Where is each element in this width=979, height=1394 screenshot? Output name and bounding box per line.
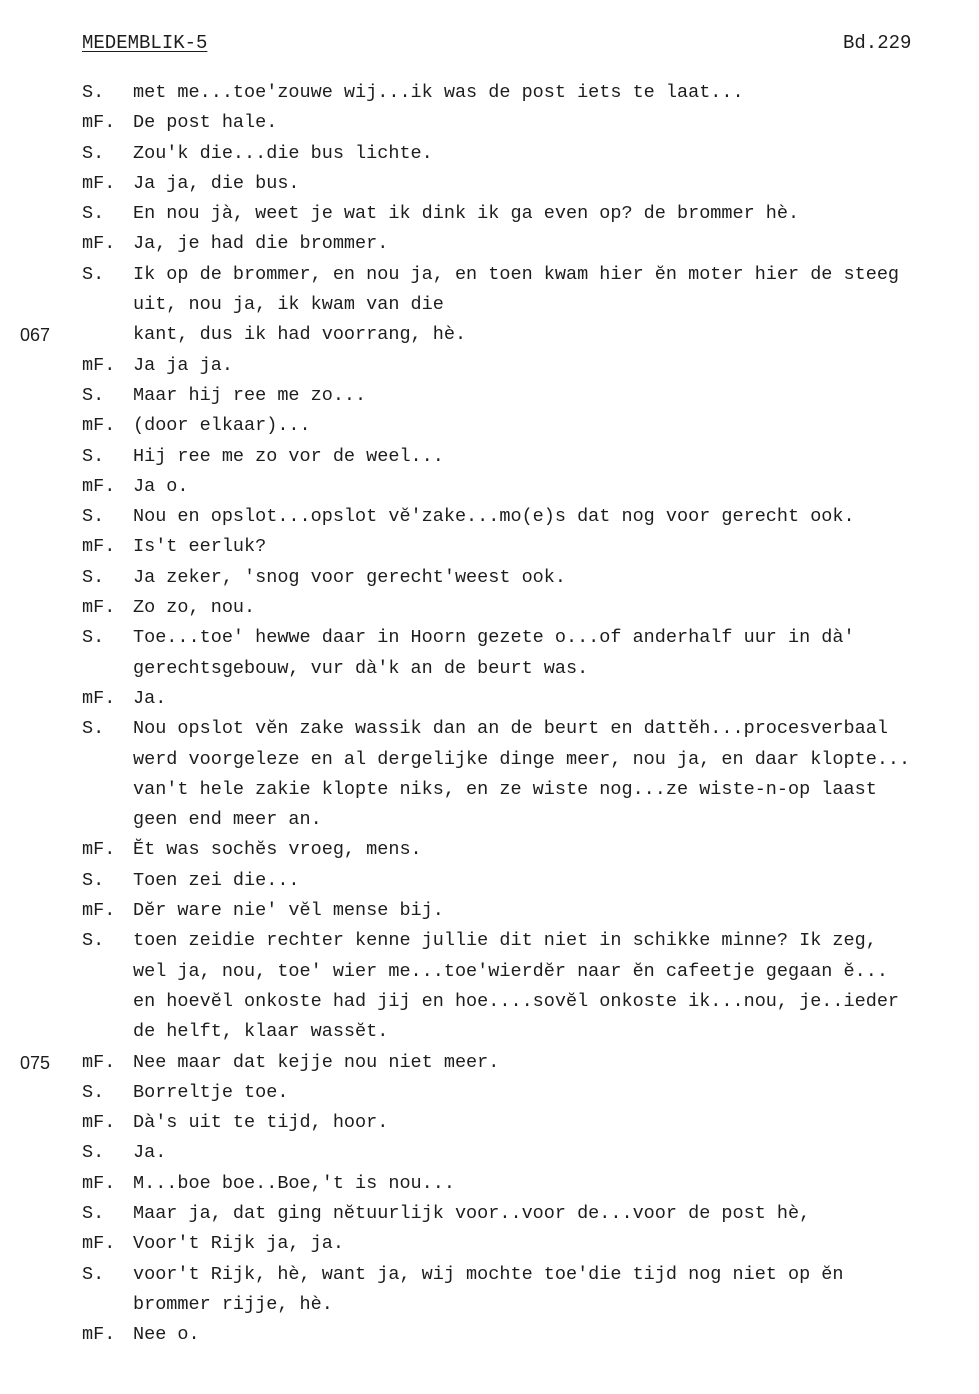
utterance-text: uit, nou ja, ik kwam van die <box>133 294 444 316</box>
utterance-text: Zou'k die...die bus lichte. <box>133 142 433 164</box>
transcript-line <box>0 229 979 259</box>
utterance-text: Toen zei die... <box>133 869 300 891</box>
transcript-line <box>0 563 979 593</box>
speaker-label: S. <box>82 1202 105 1224</box>
document-title: MEDEMBLIK-5 <box>82 32 208 54</box>
transcript-line <box>0 199 979 229</box>
speaker-label: mF. <box>82 687 116 709</box>
speaker-label: mF. <box>82 475 116 497</box>
speaker-label: mF. <box>82 172 116 194</box>
utterance-text: Ĕt was sochĕs vroeg, mens. <box>133 839 422 861</box>
utterance-text: Maar hij ree me zo... <box>133 384 367 406</box>
transcript-line <box>0 1138 979 1168</box>
utterance-text: De post hale. <box>133 112 278 134</box>
utterance-text: Is't eerluk? <box>133 536 267 558</box>
speaker-label: S. <box>82 566 105 588</box>
speaker-label: S. <box>82 506 105 528</box>
speaker-label: S. <box>82 718 105 740</box>
transcript-line <box>0 926 979 956</box>
transcript-line <box>0 714 979 744</box>
speaker-label: S. <box>82 82 105 103</box>
speaker-label: S. <box>82 930 105 952</box>
transcript-line <box>0 623 979 653</box>
transcript-line <box>0 1017 979 1047</box>
speaker-label: mF. <box>82 1324 116 1346</box>
line-number: 075 <box>20 1052 51 1073</box>
speaker-label: mF. <box>82 1112 116 1134</box>
utterance-text: Ja. <box>133 687 167 709</box>
utterance-text: Ja ja, die bus. <box>133 172 300 194</box>
transcript-line <box>0 411 979 441</box>
utterance-text: geen end meer an. <box>133 809 322 831</box>
transcript-line <box>0 1048 979 1078</box>
utterance-text: met me...toe'zouwe wij...ik was de post iets te laat... <box>133 82 744 103</box>
speaker-label: mF. <box>82 1172 116 1194</box>
utterance-text: van't hele zakie klopte niks, en ze wiste nog...ze wiste-n-op laast <box>133 778 877 800</box>
speaker-label: mF. <box>82 354 116 376</box>
utterance-text: Ja zeker, 'snog voor gerecht'weest ook. <box>133 566 566 588</box>
transcript-line <box>0 593 979 623</box>
transcript-line <box>0 381 979 411</box>
speaker-label: S. <box>82 1142 105 1164</box>
speaker-label: mF. <box>82 597 116 619</box>
utterance-text: toen zeidie rechter kenne jullie dit niet in schikke minne? Ik zeg, <box>133 930 877 952</box>
utterance-text: Voor't Rijk ja, ja. <box>133 1233 344 1255</box>
transcript-line <box>0 139 979 169</box>
speaker-label: S. <box>82 1081 105 1103</box>
transcript-line <box>0 320 979 350</box>
transcript-line <box>0 1229 979 1259</box>
utterance-text: en hoevĕl onkoste had jij en hoe....sovĕl onkoste ik...nou, je..ieder <box>133 990 900 1012</box>
utterance-text: Ja o. <box>133 475 189 497</box>
utterance-text: kant, dus ik had voorrang, hè. <box>133 324 467 346</box>
utterance-text: Zo zo, nou. <box>133 597 256 619</box>
transcript-line <box>0 684 979 714</box>
utterance-text: Hij ree me zo vor de weel... <box>133 445 444 467</box>
transcript-line <box>0 987 979 1017</box>
utterance-text: (door elkaar)... <box>133 415 311 437</box>
speaker-label: mF. <box>82 1233 116 1255</box>
utterance-text: Dĕr ware nie' vĕl mense bij. <box>133 900 444 922</box>
transcript-line <box>0 654 979 684</box>
utterance-text: brommer rijje, hè. <box>133 1293 333 1315</box>
utterance-text: de helft, klaar wassĕt. <box>133 1021 389 1043</box>
line-number: 067 <box>20 325 51 346</box>
transcript-line <box>0 745 979 775</box>
speaker-label: mF. <box>82 415 116 437</box>
speaker-label: S. <box>82 445 105 467</box>
speaker-label: S. <box>82 1263 105 1285</box>
transcript-line <box>0 1290 979 1320</box>
utterance-text: Nou opslot vĕn zake wassik dan an de beurt en dattĕh...procesverbaal <box>133 718 888 740</box>
transcript-line <box>0 835 979 865</box>
speaker-label: S. <box>82 142 105 164</box>
speaker-label: mF. <box>82 536 116 558</box>
speaker-label: mF. <box>82 233 116 255</box>
utterance-text: Toe...toe' hewwe daar in Hoorn gezete o...of anderhalf uur in dà' <box>133 627 855 649</box>
speaker-label: mF. <box>82 839 116 861</box>
speaker-label: S. <box>82 627 105 649</box>
utterance-text: Nee maar dat kejje nou niet meer. <box>133 1051 500 1073</box>
utterance-text: voor't Rijk, hè, want ja, wij mochte toe'die tijd nog niet op ĕn <box>133 1263 844 1285</box>
transcript-line <box>0 866 979 896</box>
utterance-text: Maar ja, dat ging nĕtuurlijk voor..voor de...voor de post hè, <box>133 1202 811 1224</box>
speaker-label: S. <box>82 203 105 225</box>
utterance-text: Ja. <box>133 1142 167 1164</box>
transcript-line <box>0 1320 979 1350</box>
transcript-body <box>0 78 979 1350</box>
utterance-text: Ja, je had die brommer. <box>133 233 389 255</box>
transcript-line <box>0 502 979 532</box>
transcript-line <box>0 472 979 502</box>
speaker-label: mF. <box>82 1051 116 1073</box>
transcript-line <box>0 169 979 199</box>
transcript-line <box>0 1199 979 1229</box>
transcript-line <box>0 775 979 805</box>
transcript-line <box>0 442 979 472</box>
transcript-line <box>0 290 979 320</box>
utterance-text: Ik op de brommer, en nou ja, en toen kwam hier ĕn moter hier de steeg <box>133 263 900 285</box>
speaker-label: S. <box>82 869 105 891</box>
utterance-text: gerechtsgebouw, vur dà'k an de beurt was. <box>133 657 589 679</box>
page-number: Bd.229 <box>843 32 912 54</box>
transcript-line <box>0 78 979 108</box>
speaker-label: mF. <box>82 112 116 134</box>
transcript-line <box>0 260 979 290</box>
utterance-text: wel ja, nou, toe' wier me...toe'wierdĕr naar ĕn cafeetje gegaan ĕ... <box>133 960 888 982</box>
transcript-line <box>0 896 979 926</box>
utterance-text: M...boe boe..Boe,'t is nou... <box>133 1172 455 1194</box>
utterance-text: Borreltje toe. <box>133 1081 289 1103</box>
transcript-line <box>0 1108 979 1138</box>
transcript-line <box>0 1078 979 1108</box>
transcript-line <box>0 1260 979 1290</box>
transcript-line <box>0 351 979 381</box>
transcript-line <box>0 1169 979 1199</box>
utterance-text: werd voorgeleze en al dergelijke dinge meer, nou ja, en daar klopte... <box>133 748 911 770</box>
utterance-text: Dà's uit te tijd, hoor. <box>133 1112 389 1134</box>
utterance-text: En nou jà, weet je wat ik dink ik ga even op? de brommer hè. <box>133 203 800 225</box>
speaker-label: mF. <box>82 900 116 922</box>
utterance-text: Nou en opslot...opslot vĕ'zake...mo(e)s dat nog voor gerecht ook. <box>133 506 855 528</box>
transcript-line <box>0 532 979 562</box>
utterance-text: Nee o. <box>133 1324 200 1346</box>
utterance-text: Ja ja ja. <box>133 354 233 376</box>
speaker-label: S. <box>82 263 105 285</box>
transcript-line <box>0 108 979 138</box>
speaker-label: S. <box>82 384 105 406</box>
transcript-line <box>0 957 979 987</box>
transcript-line <box>0 805 979 835</box>
